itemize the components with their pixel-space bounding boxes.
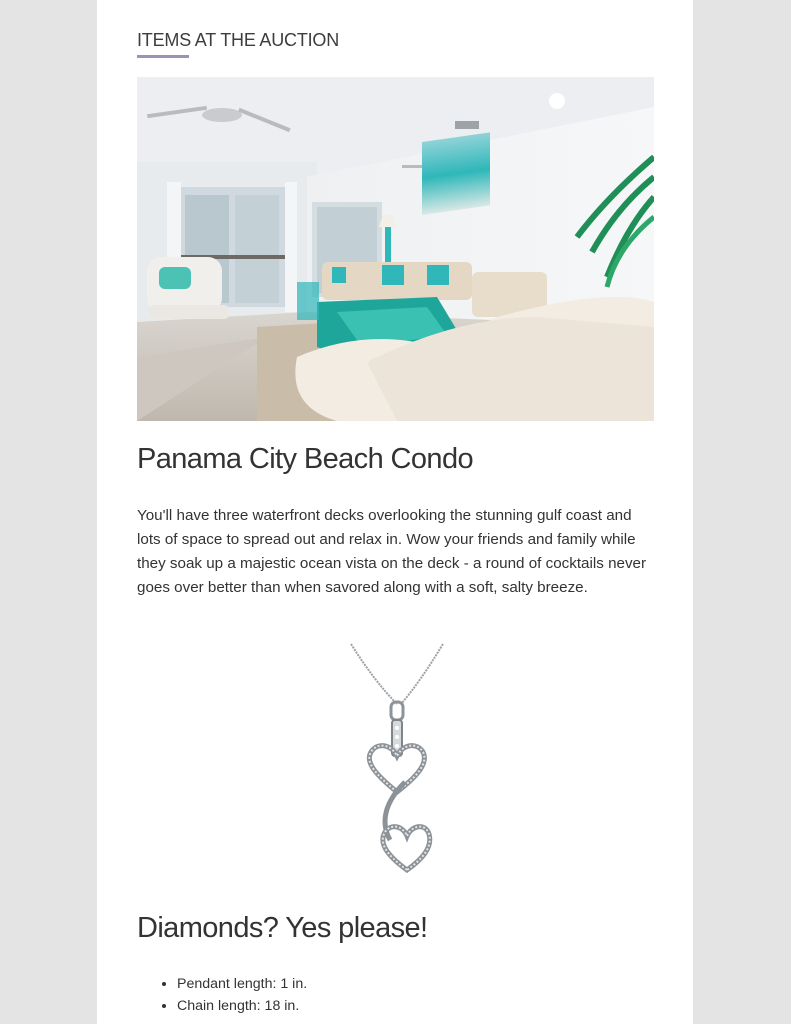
item-title: Panama City Beach Condo (137, 443, 474, 475)
section-heading: ITEMS AT THE AUCTION (137, 30, 340, 50)
heading-underline (137, 55, 189, 58)
newsletter-content (97, 0, 693, 1024)
pendant-photo[interactable] (345, 642, 449, 878)
item-description: You'll have three waterfront decks overlooking the stunning gulf coast and lots of space to spread out and relax in. Wow your friends and family while they soak up a majestic ocean vista on the deck - a round of cocktails never goes over better than when savored along with a soft, salty breeze. (137, 507, 647, 596)
list-item: • Pendant length: 1 in. (177, 973, 307, 995)
spec-list (137, 973, 307, 1017)
item-title: Diamonds? Yes please! (137, 912, 428, 944)
condo-photo[interactable] (137, 77, 654, 421)
list-item: • Chain length: 18 in. (177, 995, 307, 1017)
